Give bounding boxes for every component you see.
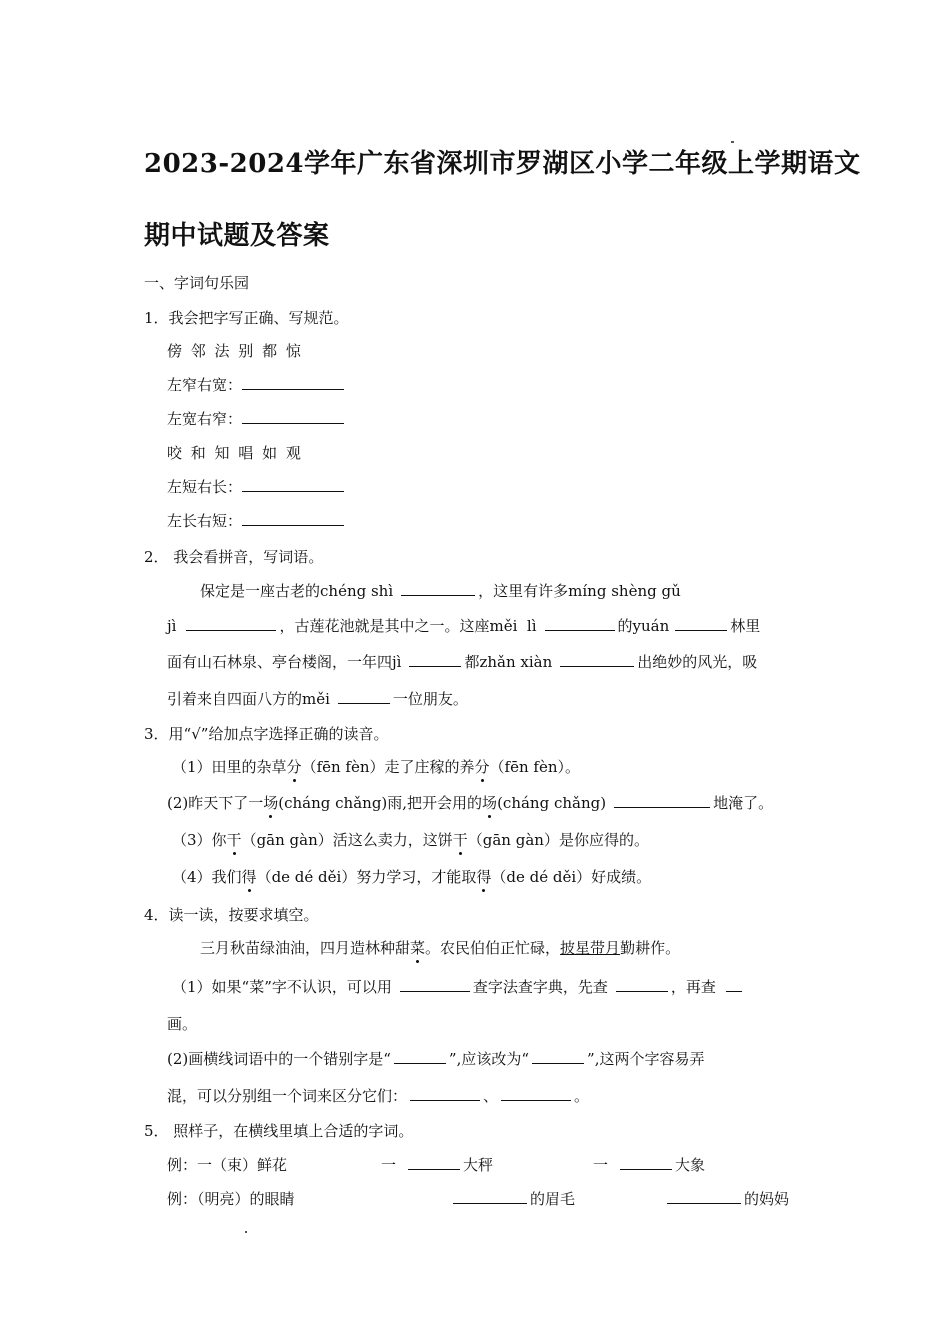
q5-example-2: 例：（明亮）的眼睛 — [167, 1190, 295, 1208]
dotted-char: 分 — [474, 758, 490, 776]
text: 大秤 — [463, 1156, 494, 1174]
text: 面有山石林泉、亭台楼阁，一年四 — [167, 653, 393, 671]
pinyin: měi — [302, 690, 330, 708]
q4-part-2-cont — [167, 1085, 589, 1107]
page-title-line-1: 2023-2024学年广东省深圳市罗湖区小学二年级上学期语文 — [144, 149, 861, 179]
answer-blank[interactable] — [338, 688, 390, 704]
q2-line-1 — [200, 580, 681, 602]
q5-heading: 5． 照样子，在横线里填上合适的字词。 — [144, 1122, 414, 1140]
text: 三月秋苗绿油油，四月造林种甜 — [200, 939, 411, 957]
text: 一位朋友。 — [392, 690, 468, 708]
section-heading: 一、字词句乐园 — [144, 274, 250, 292]
q1-row-d — [167, 510, 347, 532]
text: 勤耕作。 — [620, 939, 681, 957]
dotted-char: 场 — [482, 794, 498, 812]
text: （1）如果“菜”字不认识，可以用 — [172, 978, 392, 996]
answer-blank[interactable] — [242, 476, 344, 492]
q1-chars-group-1: 傍 邻 法 别 都 惊 — [167, 342, 301, 360]
speck-mark — [245, 1231, 247, 1233]
q2-line-3 — [167, 651, 757, 673]
answer-blank[interactable] — [408, 1154, 460, 1170]
q2-heading: 2． 我会看拼音，写词语。 — [144, 548, 324, 566]
q4-part-1 — [172, 976, 745, 998]
q1-chars-group-2: 咬 和 知 唱 如 观 — [167, 444, 301, 462]
text: 的 — [617, 617, 633, 635]
text: ，这里有许多 — [478, 582, 569, 600]
answer-blank[interactable] — [614, 792, 710, 808]
answer-blank[interactable] — [410, 1085, 480, 1101]
text: 查字法查字典，先查 — [472, 978, 608, 996]
pinyin: chéng shì — [320, 582, 394, 600]
q5-item-2 — [593, 1154, 705, 1176]
pinyin: měi lì — [489, 617, 537, 635]
text: 。 — [574, 1087, 590, 1105]
answer-blank[interactable] — [560, 651, 634, 667]
answer-blank[interactable] — [501, 1085, 571, 1101]
answer-blank[interactable] — [616, 976, 668, 992]
text: 混，可以分别组一个词来区分它们： — [167, 1087, 408, 1105]
text: 一 — [593, 1156, 609, 1174]
text: 都 — [464, 653, 480, 671]
pinyin: míng shèng gǔ — [568, 582, 681, 600]
answer-blank[interactable] — [667, 1188, 741, 1204]
text: (2)昨天下了一 — [167, 794, 264, 812]
answer-blank[interactable] — [409, 651, 461, 667]
text: 大象 — [675, 1156, 706, 1174]
q3-item-2 — [167, 792, 773, 814]
q1-heading: 1．我会把字写正确、写规范。 — [144, 309, 349, 327]
q4-part-1-cont: 画。 — [167, 1015, 198, 1033]
answer-blank[interactable] — [242, 408, 344, 424]
text: 、 — [483, 1087, 499, 1105]
text: ，再查 — [670, 978, 716, 996]
text: 的眉毛 — [530, 1190, 576, 1208]
q3-item-4 — [172, 866, 651, 888]
dotted-char: 分 — [286, 758, 302, 776]
q5-item-4 — [667, 1188, 789, 1210]
answer-blank[interactable] — [532, 1048, 584, 1064]
q4-passage — [200, 937, 680, 959]
dotted-char: 菜 — [410, 939, 426, 957]
text: 保定是一座古老的 — [200, 582, 321, 600]
q3-item-3 — [172, 829, 649, 851]
pinyin: jì — [392, 653, 402, 671]
answer-blank[interactable] — [620, 1154, 672, 1170]
pinyin: yuán — [632, 617, 670, 635]
answer-blank[interactable] — [242, 510, 344, 526]
q5-example-1: 例：一（束）鲜花 — [167, 1156, 288, 1174]
text: （de dé děi）努力学习，才能取 — [256, 868, 477, 886]
text: (cháng chǎng)雨,把开会用的 — [278, 794, 483, 812]
q1-label-c: 左短右长： — [167, 478, 243, 496]
text: 。农民伯伯正忙碌， — [425, 939, 561, 957]
text: 的妈妈 — [744, 1190, 790, 1208]
q1-label-b: 左宽右窄： — [167, 410, 243, 428]
answer-blank[interactable] — [401, 580, 475, 596]
answer-blank[interactable] — [675, 615, 727, 631]
text: 引着来自四面八方的 — [167, 690, 303, 708]
page-title-line-2: 期中试题及答案 — [144, 221, 330, 251]
answer-blank[interactable] — [394, 1048, 446, 1064]
dotted-char: 得 — [241, 868, 257, 886]
text: （4）我们 — [172, 868, 242, 886]
q3-item-1 — [172, 756, 580, 778]
pinyin: zhǎn xiàn — [479, 653, 553, 671]
text: (2)画横线词语中的一个错别字是“ — [167, 1050, 391, 1068]
text: ”,这两个字容易弄 — [587, 1050, 705, 1068]
text: (cháng chǎng) — [497, 794, 607, 812]
answer-blank[interactable] — [453, 1188, 527, 1204]
text: （de dé děi）好成绩。 — [491, 868, 652, 886]
text: 林里 — [730, 617, 761, 635]
q1-row-c — [167, 476, 347, 498]
q1-row-b — [167, 408, 347, 430]
q2-line-2 — [167, 615, 760, 637]
text: 地淹了。 — [713, 794, 774, 812]
dotted-char: 干 — [226, 831, 242, 849]
underlined-phrase: 披星带月 — [560, 939, 621, 957]
q5-item-1 — [381, 1154, 493, 1176]
q1-label-a: 左窄右宽： — [167, 376, 243, 394]
answer-blank[interactable] — [242, 374, 344, 390]
dotted-char: 得 — [476, 868, 492, 886]
text: 出绝妙的风光，吸 — [637, 653, 758, 671]
text: （gān gàn）是你应得的。 — [467, 831, 649, 849]
answer-blank[interactable] — [400, 976, 470, 992]
text: （fēn fèn）。 — [489, 758, 580, 776]
text: （1）田里的杂草 — [172, 758, 287, 776]
q1-row-a — [167, 374, 347, 396]
text: ，古莲花池就是其中之一。这座 — [279, 617, 490, 635]
text: （fēn fèn）走了庄稼的养 — [301, 758, 475, 776]
text: （gān gàn）活这么卖力，这饼 — [241, 831, 453, 849]
q3-heading: 3．用“√”给加点字选择正确的读音。 — [144, 725, 389, 743]
text: ”,应该改为“ — [448, 1050, 530, 1068]
q5-item-3 — [453, 1188, 575, 1210]
speck-mark — [731, 141, 734, 143]
dotted-char: 场 — [263, 794, 279, 812]
text: （3）你 — [172, 831, 227, 849]
q1-label-d: 左长右短： — [167, 512, 243, 530]
answer-blank[interactable] — [545, 615, 615, 631]
text: 一 — [381, 1156, 397, 1174]
answer-blank[interactable] — [726, 976, 742, 992]
answer-blank[interactable] — [186, 615, 276, 631]
q4-heading: 4．读一读，按要求填空。 — [144, 906, 319, 924]
q4-part-2 — [167, 1048, 704, 1070]
pinyin: jì — [167, 617, 177, 635]
dotted-char: 干 — [452, 831, 468, 849]
q2-line-4 — [167, 688, 468, 710]
